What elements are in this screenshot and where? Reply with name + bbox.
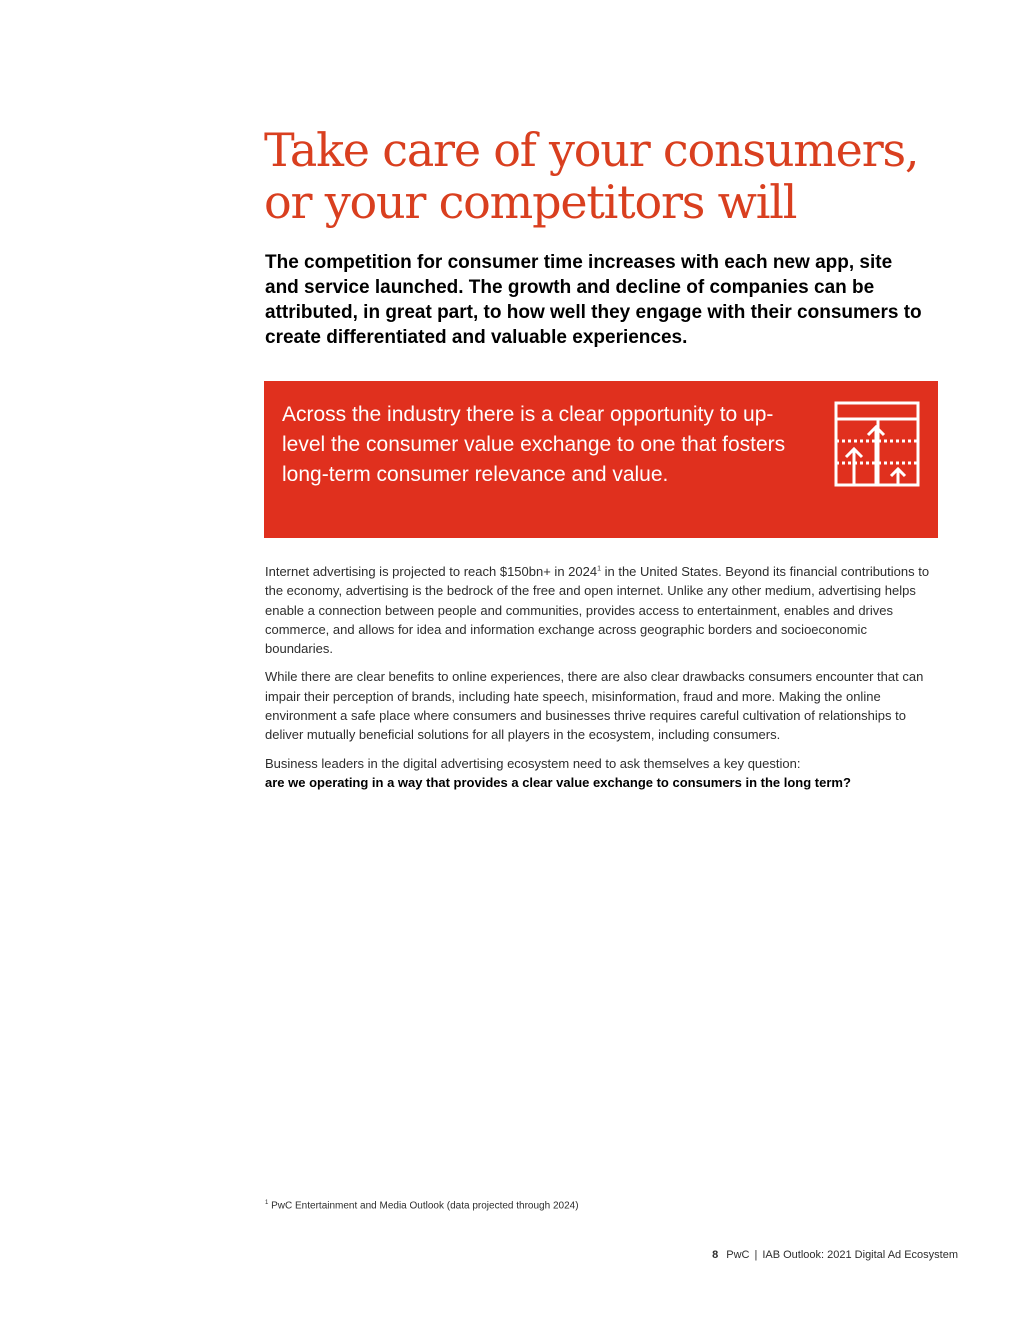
footer-brand: PwC	[726, 1249, 750, 1261]
callout-box	[264, 381, 938, 538]
page-title-line-1: Take care of your consumers,	[264, 123, 919, 177]
footnote-marker: 1	[265, 1200, 269, 1206]
page-title-line-2: or your competitors will	[264, 175, 797, 229]
body-text	[265, 562, 935, 792]
body-paragraph-2: While there are clear benefits to online experiences, there are also clear drawbacks consumers encounter that can impair their perception of brands, including hate speech, misinformation, fraud and more. Making the online environment a safe place where consumers and businesses thrive requires careful cultivation of relationships to deliver mutually beneficial solutions for all players in the ecosystem, including consumers.	[265, 669, 924, 743]
growth-chart-arrows-icon	[834, 401, 920, 487]
body-paragraph-3-text: Business leaders in the digital advertising ecosystem need to ask themselves a key question:	[265, 755, 801, 771]
footnote-reference[interactable]: 1	[597, 565, 601, 573]
body-paragraph-1	[265, 562, 935, 658]
page-footer	[712, 1249, 958, 1261]
footer-separator: |	[754, 1249, 758, 1261]
callout-text: Across the industry there is a clear opportunity to up-level the consumer value exchange to one that fosters long-term consumer relevance and value.	[282, 403, 786, 486]
footer-publication: IAB Outlook: 2021 Digital Ad Ecosystem	[762, 1249, 958, 1261]
key-question: are we operating in a way that provides a clear value exchange to consumers in the long term?	[265, 774, 851, 790]
page-number: 8	[712, 1249, 719, 1261]
footnote	[265, 1200, 765, 1211]
body-paragraph-1-start: Internet advertising is projected to reach $150bn+ in 2024	[265, 564, 598, 579]
body-paragraph-1-end: in the United States. Beyond its financial contributions to the economy, advertising is the bedrock of the free and open internet. Unlike any other medium, advertising helps enable a connection between people and communities, provides access to entertainment, enables and drives commerce, and allows for idea and information exchange across geographic borders and socioeconomic boundaries.	[265, 564, 930, 657]
lead-paragraph: The competition for consumer time increases with each new app, site and service launched. The growth and decline of companies can be attributed, in great part, to how well they engage with their consumers to create differentiated and valuable experiences.	[265, 252, 922, 348]
footnote-text: PwC Entertainment and Media Outlook (data projected through 2024)	[268, 1200, 579, 1212]
body-paragraph-3	[265, 754, 935, 793]
page-title	[264, 124, 964, 228]
